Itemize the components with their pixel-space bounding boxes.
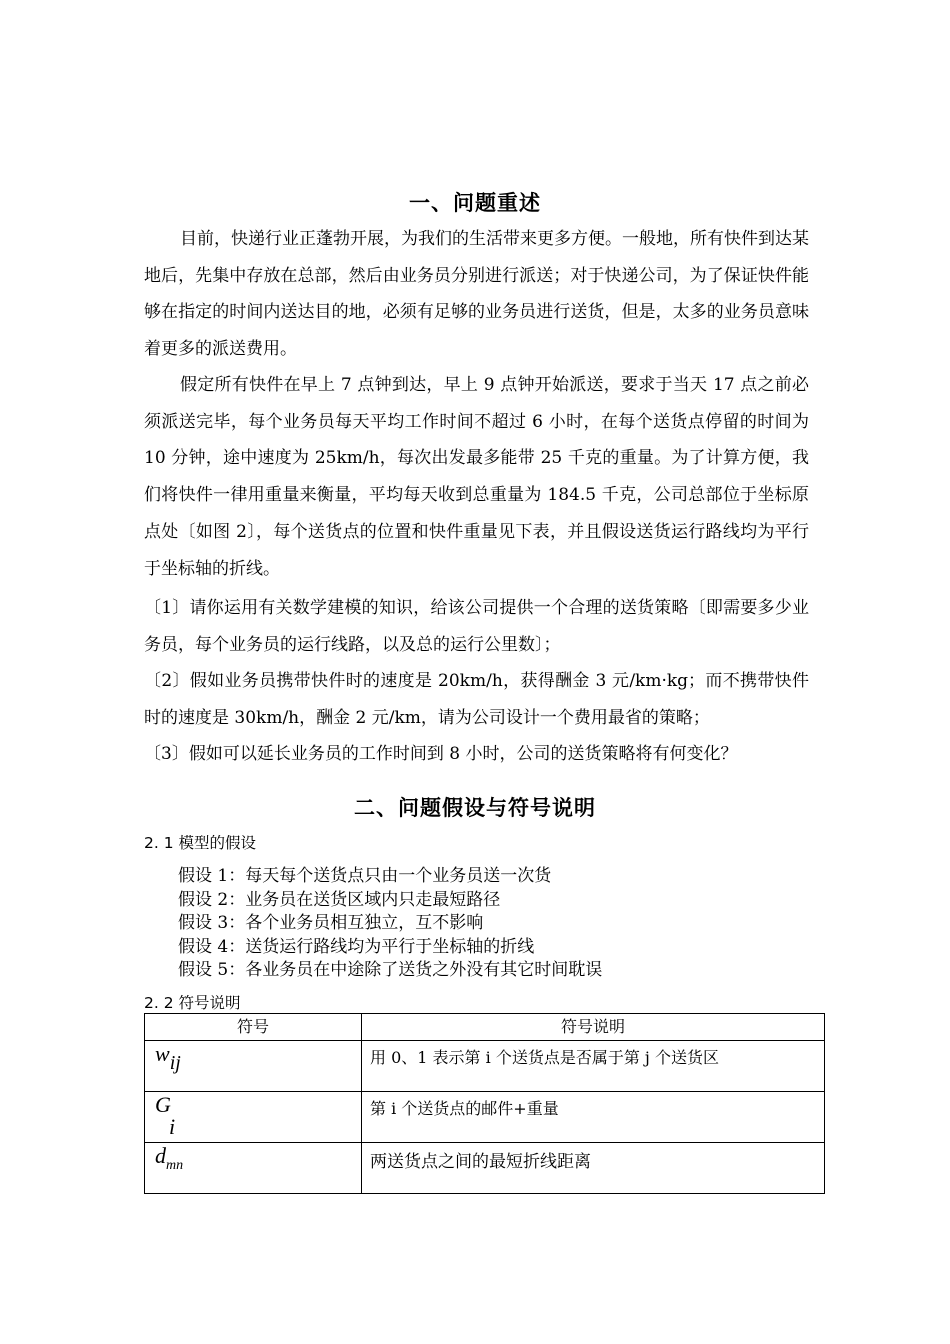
symbol-base: G	[155, 1092, 171, 1117]
assumption-item: 假设 5：各业务员在中途除了送货之外没有其它时间耽误	[178, 960, 603, 980]
assumption-list	[178, 865, 602, 983]
section-2-title: 二、问题假设与符号说明	[354, 796, 596, 820]
symbol-cell	[145, 1143, 362, 1194]
description-cell: 用 0、1 表示第 i 个送货点是否属于第 j 个送货区	[362, 1041, 825, 1092]
question-3: 〔3〕假如可以延长业务员的工作时间到 8 小时，公司的送货策略将有何变化？	[144, 744, 738, 764]
assumption-item: 假设 3：各个业务员相互独立，互不影响	[178, 913, 484, 933]
assumption-item: 假设 1：每天每个送货点只由一个业务员送一次货	[178, 866, 552, 886]
table-header-description: 符号说明	[362, 1014, 825, 1041]
symbol-table	[144, 1013, 825, 1194]
description-cell: 两送货点之间的最短折线距离	[362, 1143, 825, 1194]
table-header-row	[145, 1014, 825, 1041]
subsection-2-2-title: 2. 2 符号说明	[144, 994, 241, 1012]
table-header-symbol: 符号	[145, 1014, 362, 1041]
symbol-cell	[145, 1092, 362, 1143]
table-row	[145, 1041, 825, 1092]
question-1: 〔1〕请你运用有关数学建模的知识，给该公司提供一个合理的送货策略〔即需要多少业务员，每个业务员的运行线路，以及总的运行公里数〕；	[144, 598, 809, 655]
symbol-base: w	[155, 1041, 170, 1066]
paragraph-intro: 目前，快递行业正蓬勃开展，为我们的生活带来更多方便。一般地，所有快件到达某地后，先集中存放在总部，然后由业务员分别进行派送；对于快递公司，为了保证快件能够在指定的时间内送达目的地，必须有足够的业务员进行送货，但是，太多的业务员意味着更多的派送费用。	[144, 229, 809, 360]
question-2: 〔2〕假如业务员携带快件时的速度是 20km/h，获得酬金 3 元/km·kg；而不携带快件时的速度是 30km/h，酬金 2 元/km，请为公司设计一个费用最省的策略；	[144, 671, 809, 728]
section-1-title: 一、问题重述	[409, 191, 541, 215]
symbol-base: d	[155, 1143, 166, 1168]
symbol-cell	[145, 1041, 362, 1092]
symbol-subscript: i	[169, 1114, 176, 1139]
assumption-item: 假设 4：送货运行路线均为平行于坐标轴的折线	[178, 936, 535, 957]
assumption-item: 假设 2：业务员在送货区域内只走最短路径	[178, 889, 501, 910]
description-cell: 第 i 个送货点的邮件+重量	[362, 1092, 825, 1143]
paragraph-assumption-details: 假定所有快件在早上 7 点钟到达，早上 9 点钟开始派送，要求于当天 17 点之前必须派送完毕，每个业务员每天平均工作时间不超过 6 小时，在每个送货点停留的时间为 10 分钟，途中速度为 25km/h，每次出发最多能带 25 千克的重量。为了计算方便，我们将快件一律用重量来衡量，平均每天收到总重量为 184.5 千克，公司总部位于坐标原点处〔如图 2〕，每个送货点的位置和快件重量见下表，并且假设送货运行路线均为平行于坐标轴的折线。	[144, 375, 809, 579]
table-row	[145, 1092, 825, 1143]
symbol-subscript: ij	[169, 1052, 181, 1074]
subsection-2-1-title: 2. 1 模型的假设	[144, 834, 257, 852]
symbol-subscript: mn	[166, 1158, 184, 1173]
table-row	[145, 1143, 825, 1194]
